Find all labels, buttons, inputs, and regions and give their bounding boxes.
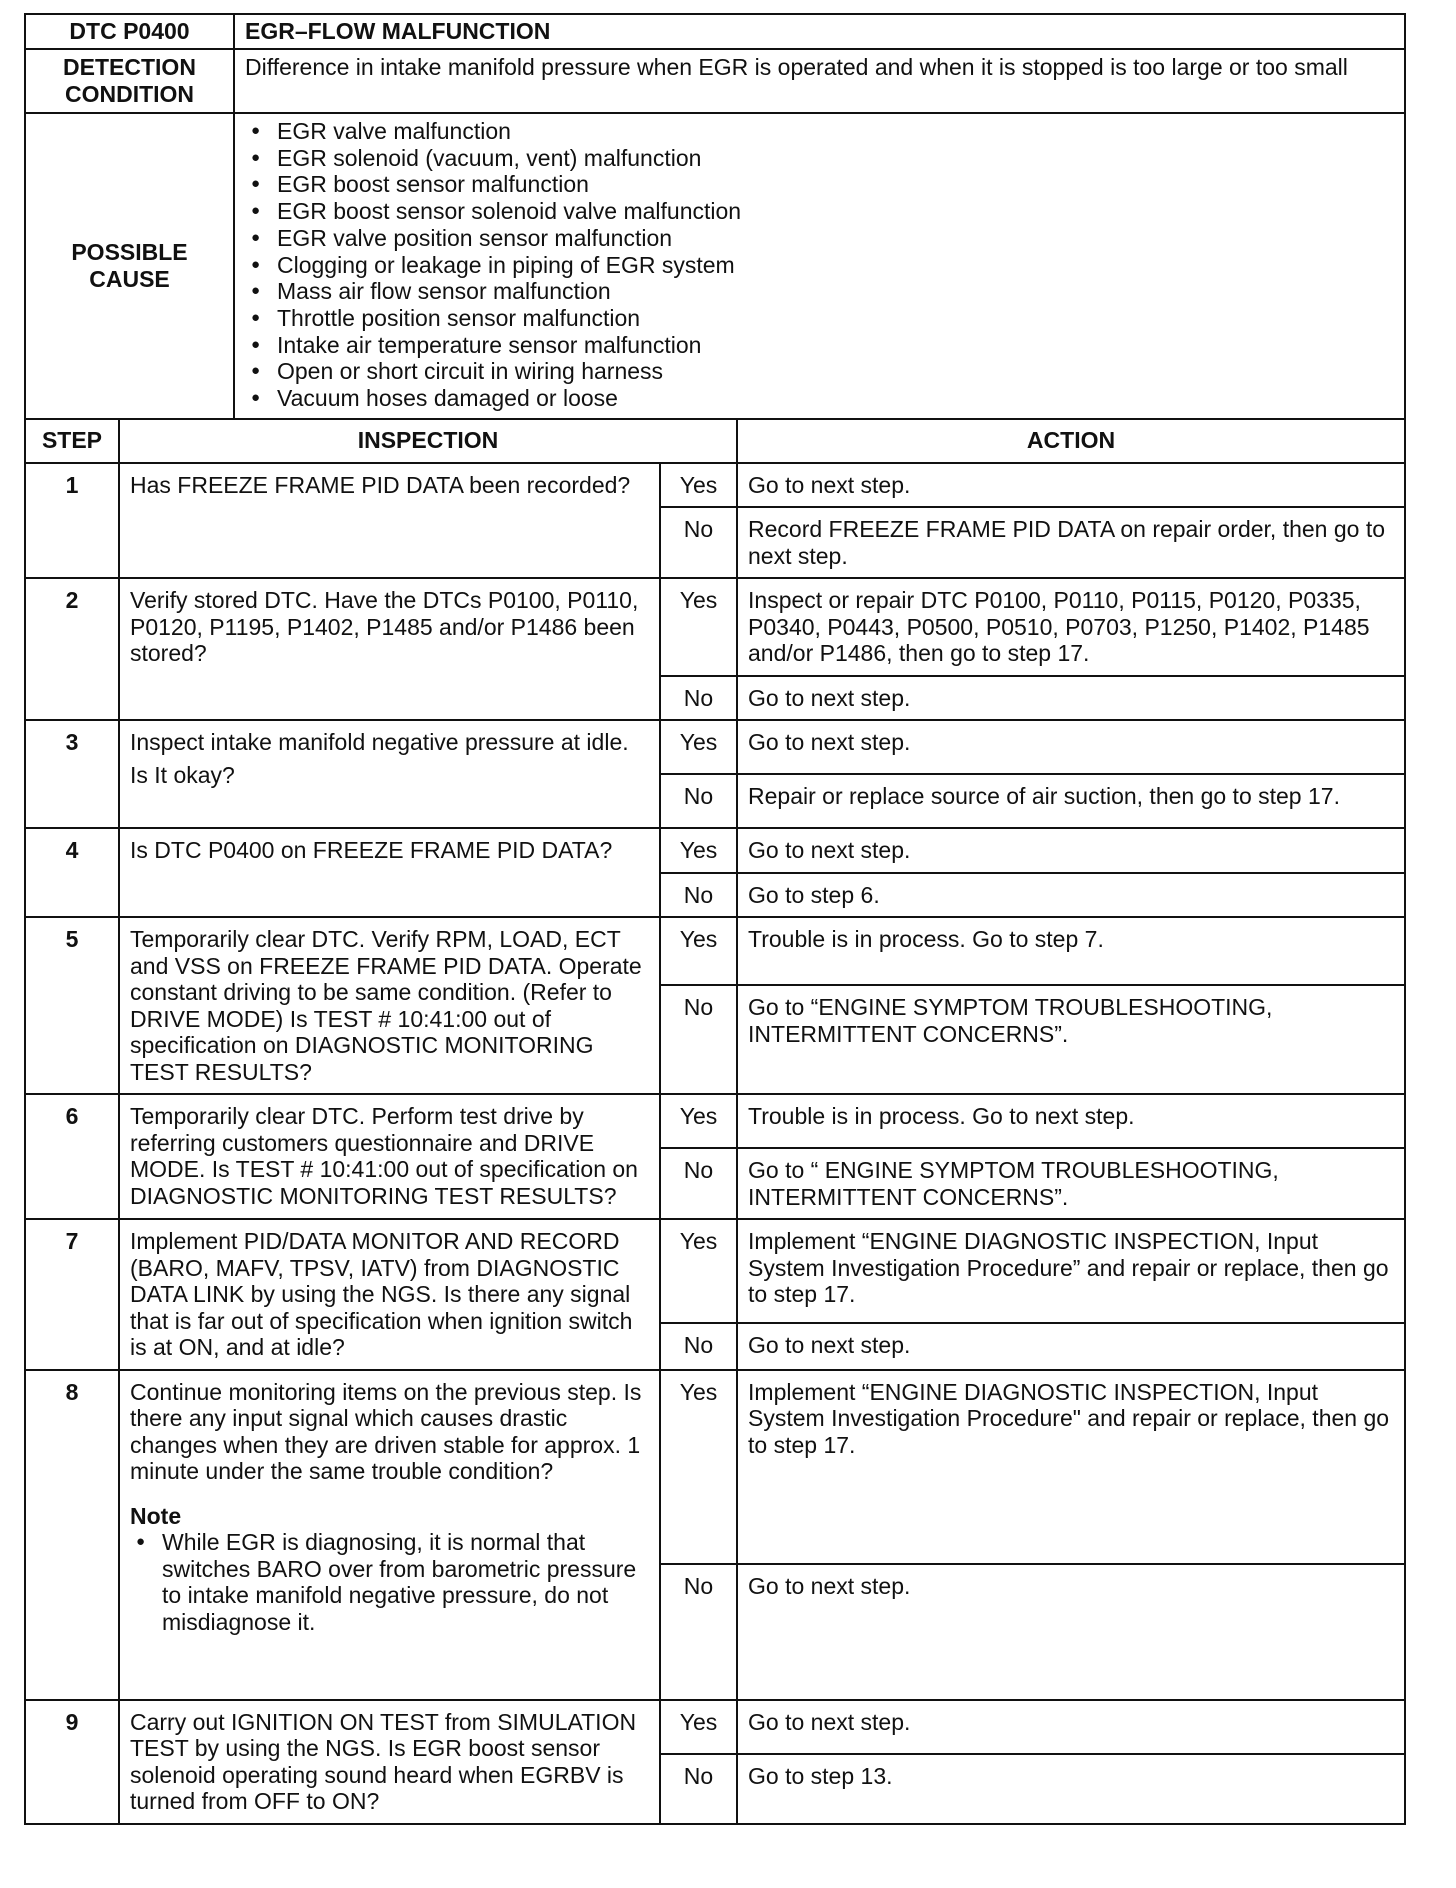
detection-condition-row (25, 49, 1405, 113)
step-inspection: Temporarily clear DTC. Perform test drive by referring customers questionnaire and DRIVE MODE. Is TEST # 10:41:00 out of specification on DIAGNOSTIC MONITORING TEST RESULTS? (119, 1094, 660, 1219)
yes-action: Go to next step. (737, 828, 1405, 873)
possible-cause-list-cell (234, 113, 1405, 419)
yes-action: Trouble is in process. Go to step 7. (737, 917, 1405, 985)
cause-item: ● Vacuum hoses damaged or loose (245, 385, 1394, 412)
cause-item: ● EGR boost sensor solenoid valve malfunction (245, 198, 1394, 225)
note-heading: Note (130, 1502, 182, 1529)
step-row-1-yes (25, 463, 1405, 508)
dtc-code-label: DTC P0400 (25, 14, 234, 49)
yes-action: Go to next step. (737, 1700, 1405, 1754)
no-label: No (660, 507, 737, 578)
no-label: No (660, 774, 737, 828)
yes-label: Yes (660, 720, 737, 774)
step-number: 2 (25, 578, 119, 720)
inspection-column-header: INSPECTION (119, 419, 737, 463)
step-row-4-yes (25, 828, 1405, 873)
step-inspection-text: Continue monitoring items on the previous step. Is there any input signal which causes drastic changes when they are driven stable for approx. 1 minute under the same trouble condition? (130, 1378, 642, 1485)
step-inspection-text: Inspect intake manifold negative pressure at idle. (130, 729, 629, 756)
yes-action: Implement “ENGINE DIAGNOSTIC INSPECTION, Input System Investigation Procedure" and repair or replace, then go to step 17. (737, 1370, 1405, 1564)
cause-label-line1: POSSIBLE (71, 238, 188, 265)
no-action: Go to “ ENGINE SYMPTOM TROUBLESHOOTING, INTERMITTENT CONCERNS”. (737, 1148, 1405, 1219)
action-column-header: ACTION (737, 419, 1405, 463)
step-number: 6 (25, 1094, 119, 1219)
cause-item: ● Open or short circuit in wiring harness (245, 358, 1394, 385)
step-inspection (119, 1370, 660, 1700)
steps-header-row (25, 419, 1405, 463)
no-action: Go to next step. (737, 1564, 1405, 1700)
step-number: 3 (25, 720, 119, 828)
cause-item: ● Intake air temperature sensor malfunction (245, 332, 1394, 359)
no-action: Go to next step. (737, 1323, 1405, 1370)
step-number: 5 (25, 917, 119, 1094)
possible-cause-row (25, 113, 1405, 419)
no-label: No (660, 1323, 737, 1370)
detection-condition-text: Difference in intake manifold pressure when EGR is operated and when it is stopped is too large or too small (234, 49, 1405, 113)
cause-item: ● Clogging or leakage in piping of EGR system (245, 252, 1394, 279)
no-action: Go to step 13. (737, 1754, 1405, 1824)
no-action: Go to next step. (737, 676, 1405, 721)
step-row-2-yes (25, 578, 1405, 676)
step-number: 9 (25, 1700, 119, 1824)
cause-item: ● EGR solenoid (vacuum, vent) malfunction (245, 145, 1394, 172)
step-row-5-yes (25, 917, 1405, 985)
step-inspection: Carry out IGNITION ON TEST from SIMULATION TEST by using the NGS. Is EGR boost sensor solenoid operating sound heard when EGRBV is turned from OFF to ON? (119, 1700, 660, 1824)
step-number: 1 (25, 463, 119, 579)
possible-cause-label (25, 113, 234, 419)
cause-item: ● EGR boost sensor malfunction (245, 171, 1394, 198)
no-label: No (660, 1754, 737, 1824)
step-number: 4 (25, 828, 119, 917)
note-text: ● While EGR is diagnosing, it is normal that switches BARO over from barometric pressure to intake manifold negative pressure, do not misdiagnose it. (130, 1529, 649, 1635)
yes-label: Yes (660, 917, 737, 985)
no-label: No (660, 985, 737, 1094)
yes-label: Yes (660, 1700, 737, 1754)
no-action: Go to step 6. (737, 873, 1405, 918)
no-action: Record FREEZE FRAME PID DATA on repair order, then go to next step. (737, 507, 1405, 578)
dtc-title-row (25, 14, 1405, 49)
dtc-header-table (24, 13, 1406, 420)
detection-label-line1: DETECTION (63, 54, 196, 80)
dtc-title: EGR–FLOW MALFUNCTION (234, 14, 1405, 49)
step-row-3-yes (25, 720, 1405, 774)
step-column-header: STEP (25, 419, 119, 463)
step-inspection-question: Is It okay? (130, 761, 235, 788)
yes-label: Yes (660, 828, 737, 873)
no-label: No (660, 1564, 737, 1700)
cause-item: ● Throttle position sensor malfunction (245, 305, 1394, 332)
yes-label: Yes (660, 1370, 737, 1564)
detection-condition-label (25, 49, 234, 113)
step-number: 8 (25, 1370, 119, 1700)
step-number: 7 (25, 1219, 119, 1370)
cause-item: ● EGR valve position sensor malfunction (245, 225, 1394, 252)
cause-item: ● Mass air flow sensor malfunction (245, 278, 1394, 305)
diagnostic-document (24, 13, 1406, 1825)
step-inspection (119, 720, 660, 828)
step-row-6-yes (25, 1094, 1405, 1148)
step-inspection: Is DTC P0400 on FREEZE FRAME PID DATA? (119, 828, 660, 917)
yes-label: Yes (660, 578, 737, 676)
yes-label: Yes (660, 1094, 737, 1148)
possible-cause-list (245, 118, 1394, 412)
yes-action: Implement “ENGINE DIAGNOSTIC INSPECTION, Input System Investigation Procedure” and repair or replace, then go to step 17. (737, 1219, 1405, 1322)
yes-action: Trouble is in process. Go to next step. (737, 1094, 1405, 1148)
troubleshooting-steps-table (24, 418, 1406, 1825)
yes-action: Go to next step. (737, 463, 1405, 508)
no-action: Repair or replace source of air suction, then go to step 17. (737, 774, 1405, 828)
cause-item: ● EGR valve malfunction (245, 118, 1394, 145)
no-label: No (660, 1148, 737, 1219)
yes-action: Go to next step. (737, 720, 1405, 774)
step-row-8-yes (25, 1370, 1405, 1564)
yes-label: Yes (660, 463, 737, 508)
cause-label-line2: CAUSE (89, 265, 170, 292)
no-label: No (660, 873, 737, 918)
yes-label: Yes (660, 1219, 737, 1322)
yes-action: Inspect or repair DTC P0100, P0110, P0115, P0120, P0335, P0340, P0443, P0500, P0510, P0703, P1250, P1402, P1485 and/or P1486, then go to step 17. (737, 578, 1405, 676)
no-label: No (660, 676, 737, 721)
step-row-9-yes (25, 1700, 1405, 1754)
step-row-7-yes (25, 1219, 1405, 1322)
step-inspection: Verify stored DTC. Have the DTCs P0100, P0110, P0120, P1195, P1402, P1485 and/or P1486 been stored? (119, 578, 660, 720)
detection-label-line2: CONDITION (64, 81, 195, 107)
no-action: Go to “ENGINE SYMPTOM TROUBLESHOOTING, INTERMITTENT CONCERNS”. (737, 985, 1405, 1094)
step-inspection: Implement PID/DATA MONITOR AND RECORD (BARO, MAFV, TPSV, IATV) from DIAGNOSTIC DATA LINK by using the NGS. Is there any signal that is far out of specification when ignition switch is at ON, and at idle? (119, 1219, 660, 1370)
step-inspection: Temporarily clear DTC. Verify RPM, LOAD, ECT and VSS on FREEZE FRAME PID DATA. Operate constant driving to be same condition. (Refer to DRIVE MODE) Is TEST # 10:41:00 out of specification on DIAGNOSTIC MONITORING TEST RESULTS? (119, 917, 660, 1094)
step-inspection: Has FREEZE FRAME PID DATA been recorded? (119, 463, 660, 579)
